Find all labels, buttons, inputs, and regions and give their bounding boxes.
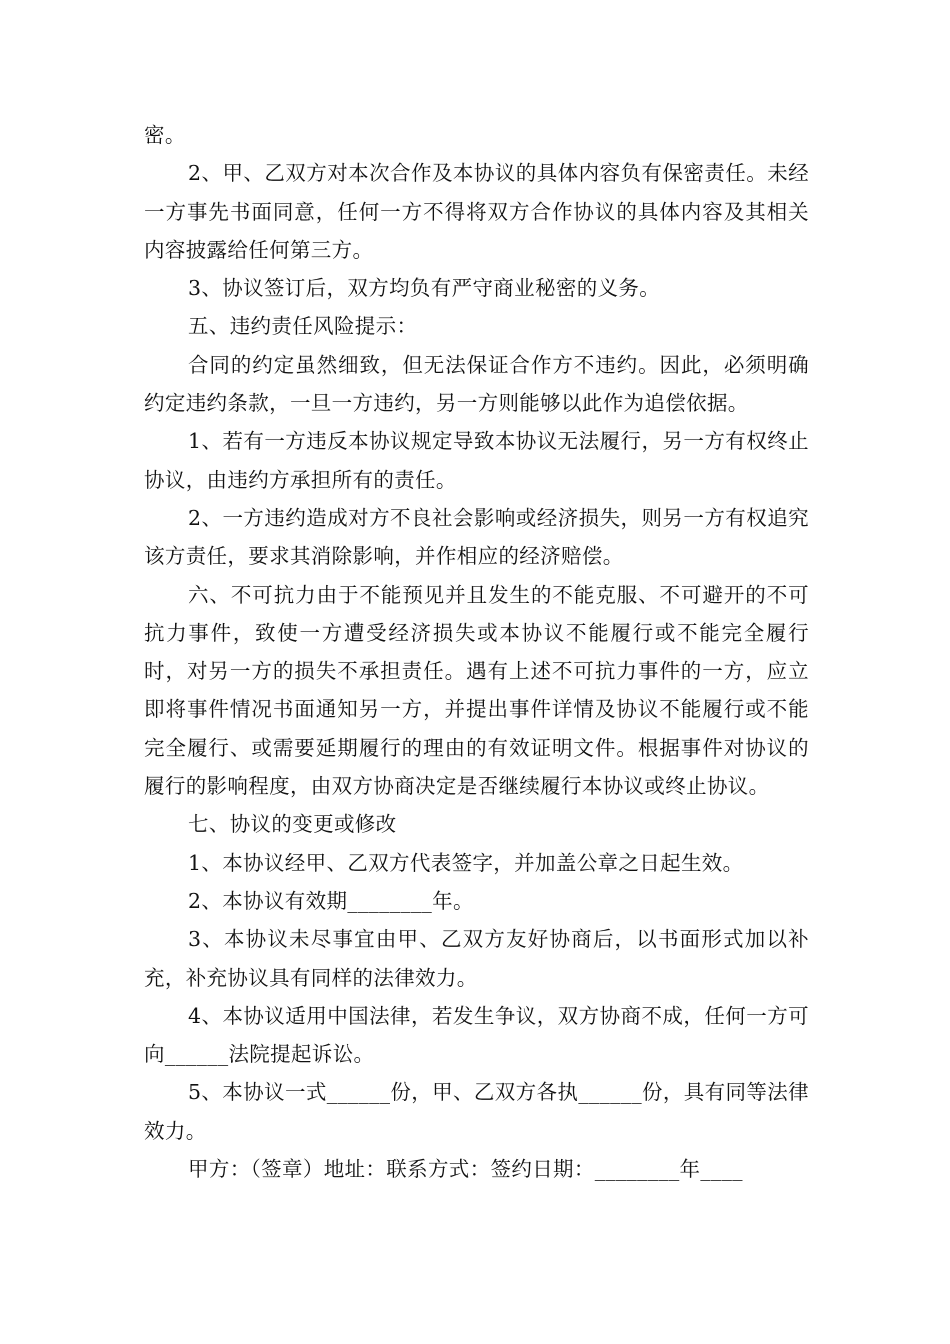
section-heading-breach-liability: 五、违约责任风险提示： <box>188 314 418 339</box>
paragraph-confidentiality-end: 密。 <box>144 123 186 147</box>
paragraph-breach-item-2: 2、一方违约造成对方不良社会影响或经济损失，则另一方有权追究该方责任，要求其消除影响，并作相应的经济赔偿。 <box>144 505 809 569</box>
paragraph-modification-item-1: 1、本协议经甲、乙双方代表签字，并加盖公章之日起生效。 <box>188 850 744 875</box>
paragraph-modification-item-2: 2、本协议有效期________年。 <box>188 888 474 913</box>
paragraph-modification-item-3: 3、本协议未尽事宜由甲、乙双方友好协商后，以书面形式加以补充，补充协议具有同样的法律效力。 <box>144 927 809 990</box>
section-force-majeure: 六、不可抗力由于不能预见并且发生的不能克服、不可避开的不可抗力事件，致使一方遭受经济损失或本协议不能履行或不能完全履行时，对另一方的损失不承担责任。遇有上述不可抗力事件的一方，应立即将事件情况书面通知另一方，并提出事件详情及协议不能履行或不能完全履行、或需要延期履行的理由的有效证明文件。根据事件对协议的履行的影响程度，由双方协商决定是否继续履行本协议或终止协议。 <box>144 582 809 799</box>
paragraph-confidentiality-item-2: 2、甲、乙双方对本次合作及本协议的具体内容负有保密责任。未经一方事先书面同意，任何一方不得将双方合作协议的具体内容及其相关内容披露给任何第三方。 <box>144 161 809 262</box>
paragraph-modification-item-5: 5、本协议一式______份，甲、乙双方各执______份，具有同等法律效力。 <box>144 1080 809 1143</box>
paragraph-breach-item-1: 1、若有一方违反本协议规定导致本协议无法履行，另一方有权终止协议，由违约方承担所有的责任。 <box>144 429 809 492</box>
paragraph-confidentiality-item-3: 3、协议签订后，双方均负有严守商业秘密的义务。 <box>188 276 661 301</box>
signature-line-party-a: 甲方：（签章）地址：联系方式：签约日期：________年____ <box>188 1157 743 1182</box>
paragraph-breach-intro: 合同的约定虽然细致，但无法保证合作方不违约。因此，必须明确约定违约条款，一旦一方违约，另一方则能够以此作为追偿依据。 <box>144 352 809 416</box>
paragraph-modification-item-4: 4、本协议适用中国法律，若发生争议，双方协商不成，任何一方可向______法院提起诉讼。 <box>144 1003 809 1067</box>
document-body <box>144 116 809 1188</box>
section-heading-modification: 七、协议的变更或修改 <box>188 812 397 837</box>
